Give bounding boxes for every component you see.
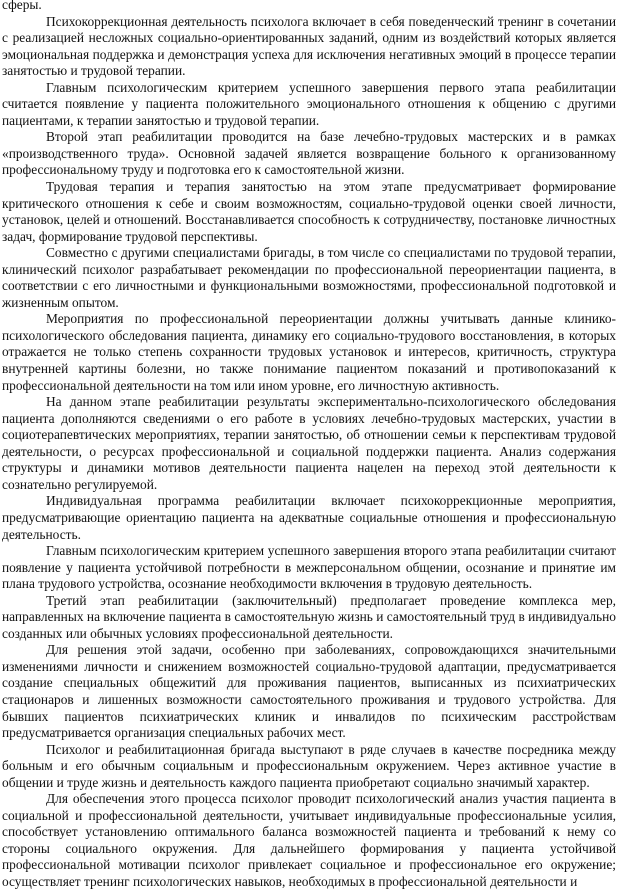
paragraph: Для решения этой задачи, особенно при заболеваниях, сопровождающихся значительными изменениями личности и снижением возможностей социально-трудовой адаптации, предусматривается создание специальных общежитий для проживания пациентов, выписанных из психиатрических стационаров и лишенных возможности самостоятельного проживания и трудового устройства. Для бывших пациентов психиатрических клиник и инвалидов по психическим расстройствам предусматривается организация специальных рабочих мест. xyxy=(2,642,616,741)
paragraph: Совместно с другими специалистами бригады, в том числе со специалистами по трудовой терапии, клинический психолог разрабатывает рекомендации по профессиональной переориентации пациента, в соответствии с его личностными и функциональными возможностями, профессиональной подготовкой и жизненным опытом. xyxy=(2,245,616,310)
paragraph: На данном этапе реабилитации результаты экспериментально-психологического обследования пациента дополняются сведениями о его работе в условиях лечебно-трудовых мастерских, участии в социотерапевтических мероприятиях, терапии занятостью, об отношении семьи к перспективам трудовой деятельности, о ресурсах профессиональной и социальной поддержки пациента. Анализ содержания структуры и динамики мотивов деятельности пациента нацелен на переход этой деятельности к сознательно регулируемой. xyxy=(2,394,616,492)
paragraph: сферы. xyxy=(2,0,42,12)
paragraph: Индивидуальная программа реабилитации включает психокоррекционные мероприятия, предусматривающие ориентацию пациента на адекватные социальные отношения и профессиональную деятельность. xyxy=(2,493,616,542)
document-page xyxy=(2,0,616,891)
paragraph: Главным психологическим критерием успешного завершения второго этапа реабилитации считают появление у пациента устойчивой потребности в межперсональном общении, осознание и принятие им плана трудового устройства, осознание необходимости включения в трудовую деятельность. xyxy=(2,543,616,592)
paragraph: Трудовая терапия и терапия занятостью на этом этапе предусматривает формирование критического отношения к себе и своим возможностям, социально-трудовой оценки своей личности, установок, целей и отношений. Восстанавливается способность к сотрудничеству, постановке личностных задач, формирование трудовой перспективы. xyxy=(2,179,616,244)
paragraph: Главным психологическим критерием успешного завершения первого этапа реабилитации считается появление у пациента положительного эмоционального отношения к общению с другими пациентами, к терапии занятостью и трудовой терапии. xyxy=(2,79,616,128)
paragraph: Третий этап реабилитации (заключительный) предполагает проведение комплекса мер, направленных на включение пациента в самостоятельную жизнь и самостоятельный труд в индивидуально созданных или обычных условиях профессиональной деятельности. xyxy=(2,592,616,641)
paragraph: Второй этап реабилитации проводится на базе лечебно-трудовых мастерских и в рамках «производственного труда». Основной задачей является возвращение больного к организованному профессиональному труду и подготовка его к самостоятельной жизни. xyxy=(2,129,616,178)
paragraph: Мероприятия по профессиональной переориентации должны учитывать данные клинико-психологического обследования пациента, динамику его социально-трудового восстановления, в которых отражается не только степень сохранности трудовых установок и интересов, критичность, структура внутренней картины болезни, но также понимание пациентом показаний и противопоказаний к профессиональной деятельности на том или ином уровне, его личностную активность. xyxy=(2,311,616,393)
paragraph: Для обеспечения этого процесса психолог проводит психологический анализ участия пациента в социальной и профессиональной деятельности, учитывает индивидуальные профессиональные усилия, способствует установлению оптимального баланса возможностей пациента и требований к нему со стороны социального окружения. Для дальнейшего формирования у пациента устойчивой профессиональной мотивации психолог привлекает социальное и профессиональное его окружение; осуществляет тренинг психологических навыков, необходимых в профессиональной деятельности и xyxy=(2,791,616,889)
paragraph: Психокоррекционная деятельность психолога включает в себя поведенческий тренинг в сочетании с реализацией несложных социально-ориентированных заданий, одним из воздействий которых является эмоциональная поддержка и демонстрация успеха для исключения негативных эмоций в процессе терапии занятостью и трудовой терапии. xyxy=(2,13,616,79)
paragraph: Психолог и реабилитационная бригада выступают в ряде случаев в качестве посредника между больным и его обычным социальным и профессиональным окружением. Через активное участие в общении и труде жизнь и деятельность каждого пациента приобретают социально значимый характер. xyxy=(2,741,616,790)
